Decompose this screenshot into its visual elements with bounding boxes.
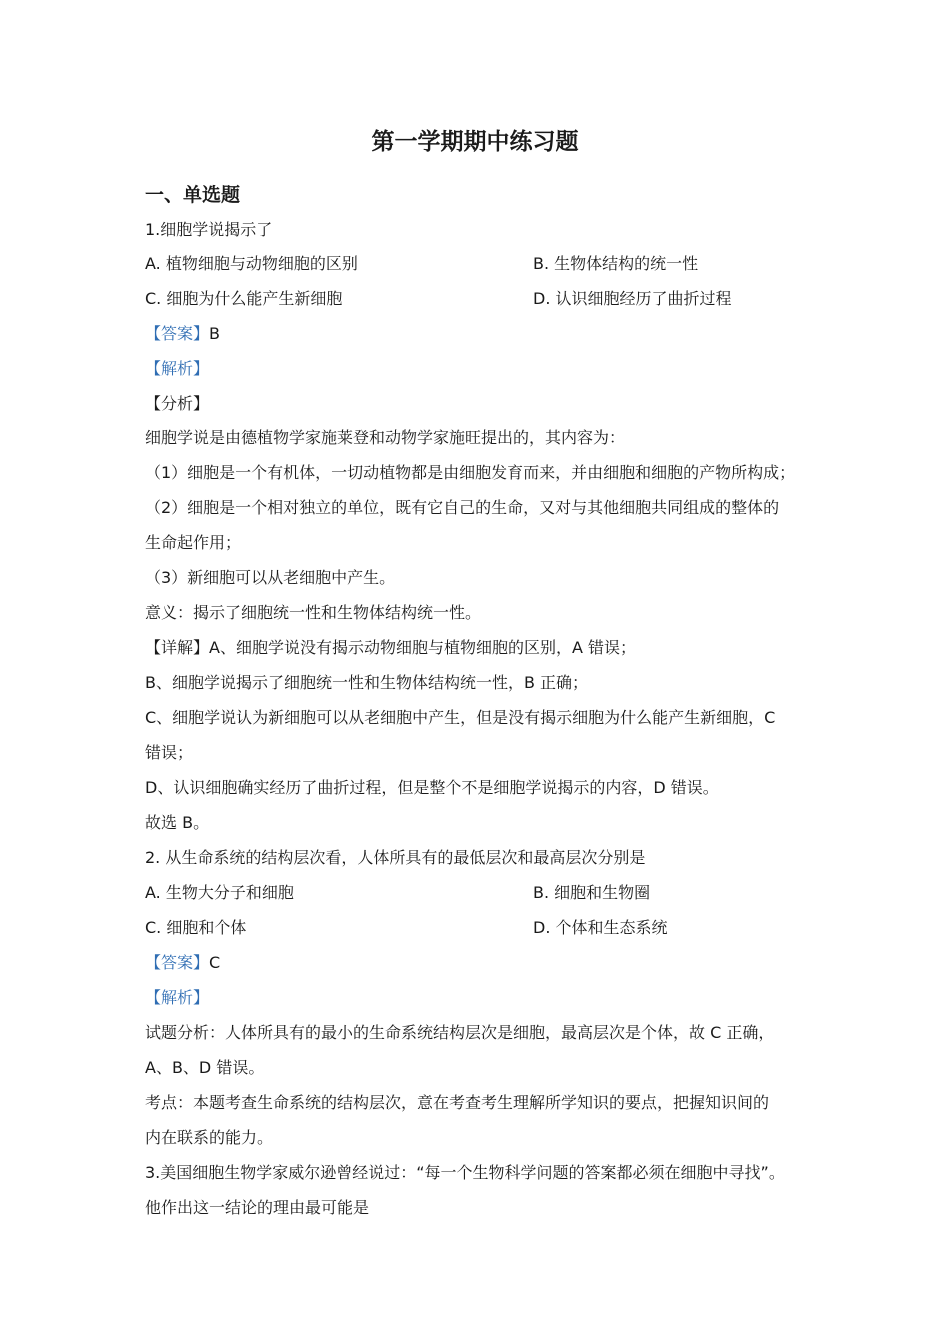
- q1-conclusion: 故选 B。: [145, 813, 210, 832]
- section-heading: 一、单选题: [145, 184, 241, 206]
- answer-label: 【答案】: [145, 953, 210, 972]
- q2-option-b: B. 细胞和生物圈: [533, 883, 651, 902]
- q1-text-line: （2）细胞是一个相对独立的单位，既有它自己的生命，又对与其他细胞共同组成的整体的: [145, 498, 780, 517]
- question-1-stem: 1.细胞学说揭示了: [145, 220, 273, 239]
- question-3-stem: 3.美国细胞生物学家威尔逊曾经说过：“每一个生物科学问题的答案都必须在细胞中寻找”。: [145, 1163, 785, 1182]
- question-2-stem: 2. 从生命系统的结构层次看，人体所具有的最低层次和最高层次分别是: [145, 848, 646, 867]
- q1-option-c: C. 细胞为什么能产生新细胞: [145, 289, 343, 308]
- q1-text-line: （1）细胞是一个有机体，一切动植物都是由细胞发育而来，并由细胞和细胞的产物所构成；: [145, 463, 796, 482]
- q1-text-line: 意义：揭示了细胞统一性和生物体结构统一性。: [145, 603, 482, 622]
- q2-option-d: D. 个体和生态系统: [533, 918, 668, 937]
- page-title: 第一学期期中练习题: [371, 129, 579, 155]
- answer-value: C: [209, 953, 221, 972]
- q1-answer: [145, 324, 220, 344]
- q1-detail-line: 【详解】A、细胞学说没有揭示动物细胞与植物细胞的区别，A 错误；: [145, 638, 636, 657]
- q1-detail-line: 错误；: [145, 743, 194, 762]
- q2-option-c: C. 细胞和个体: [145, 918, 247, 937]
- q2-answer: [145, 953, 220, 973]
- q1-option-b: B. 生物体结构的统一性: [533, 254, 699, 273]
- q1-option-d: D. 认识细胞经历了曲折过程: [533, 289, 732, 308]
- answer-label: 【答案】: [145, 324, 210, 343]
- answer-value: B: [209, 324, 220, 343]
- q1-text-line: （3）新细胞可以从老细胞中产生。: [145, 568, 396, 587]
- q2-jiexi-label: 【解析】: [145, 988, 210, 1007]
- q2-option-a: A. 生物大分子和细胞: [145, 883, 294, 902]
- q1-option-a: A. 植物细胞与动物细胞的区别: [145, 254, 358, 273]
- q1-jiexi-label: 【解析】: [145, 359, 210, 378]
- q1-detail-line: B、细胞学说揭示了细胞统一性和生物体结构统一性，B 正确；: [145, 673, 589, 692]
- q2-text-line: 内在联系的能力。: [145, 1128, 274, 1147]
- q1-text-line: 细胞学说是由德植物学家施莱登和动物学家施旺提出的，其内容为：: [145, 428, 626, 447]
- q2-text-line: 试题分析：人体所具有的最小的生命系统结构层次是细胞，最高层次是个体，故 C 正确，: [145, 1023, 775, 1042]
- q2-text-line: A、B、D 错误。: [145, 1058, 265, 1077]
- q2-text-line: 考点：本题考查生命系统的结构层次，意在考查考生理解所学知识的要点，把握知识间的: [145, 1093, 770, 1112]
- q1-text-line: 生命起作用；: [145, 533, 242, 552]
- question-3-stem-cont: 他作出这一结论的理由最可能是: [145, 1198, 370, 1217]
- q1-detail-line: D、认识细胞确实经历了曲折过程，但是整个不是细胞学说揭示的内容，D 错误。: [145, 778, 719, 797]
- q1-fenxi-label: 【分析】: [145, 394, 210, 413]
- q1-detail-line: C、细胞学说认为新细胞可以从老细胞中产生，但是没有揭示细胞为什么能产生新细胞，C: [145, 708, 776, 727]
